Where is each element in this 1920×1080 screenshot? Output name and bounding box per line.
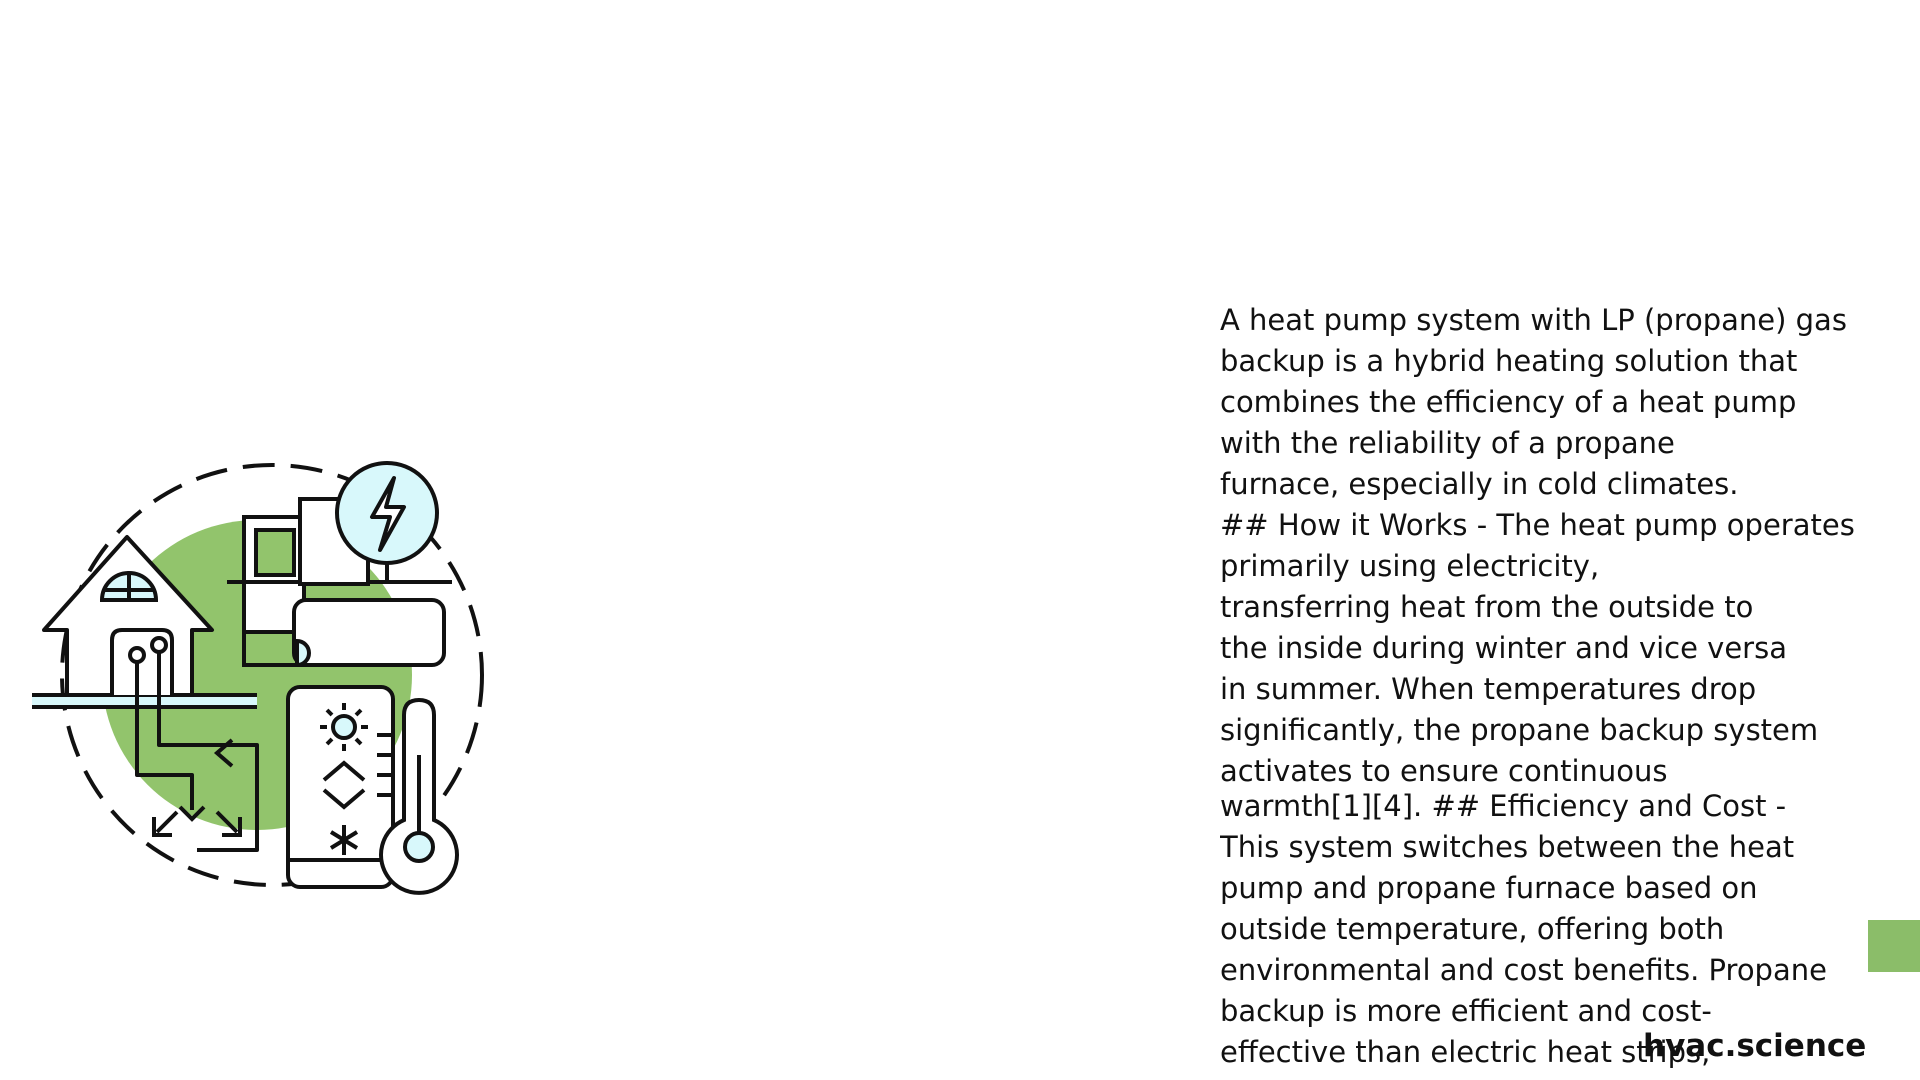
brand-watermark: hvac.science: [1643, 1028, 1867, 1064]
article-paragraph-2: warmth[1][4]. ## Efficiency and Cost - This system switches between the heat pump and propane furnace based on outside temperature, offering both environmental and cost benefits. Propane backup is more efficient and cost- effective than electric heat strips,: [1220, 789, 1827, 1069]
hybrid-heating-illustration: [32, 455, 502, 895]
thermostat-panel-icon: [288, 687, 393, 887]
accent-block: [1868, 920, 1920, 972]
article-text: [1220, 300, 1860, 1070]
article-paragraph-1: A heat pump system with LP (propane) gas backup is a hybrid heating solution that combines the efficiency of a heat pump with the reliability of a propane furnace, especially in cold climates. ## How it Works - The heat pump operates primarily using electricity, transferring heat from the outside to the inside during winter and vice versa in summer. When temperatures drop significantly, the propane backup system activates to ensure continuous: [1220, 303, 1855, 788]
illustration-svg: [32, 455, 502, 895]
